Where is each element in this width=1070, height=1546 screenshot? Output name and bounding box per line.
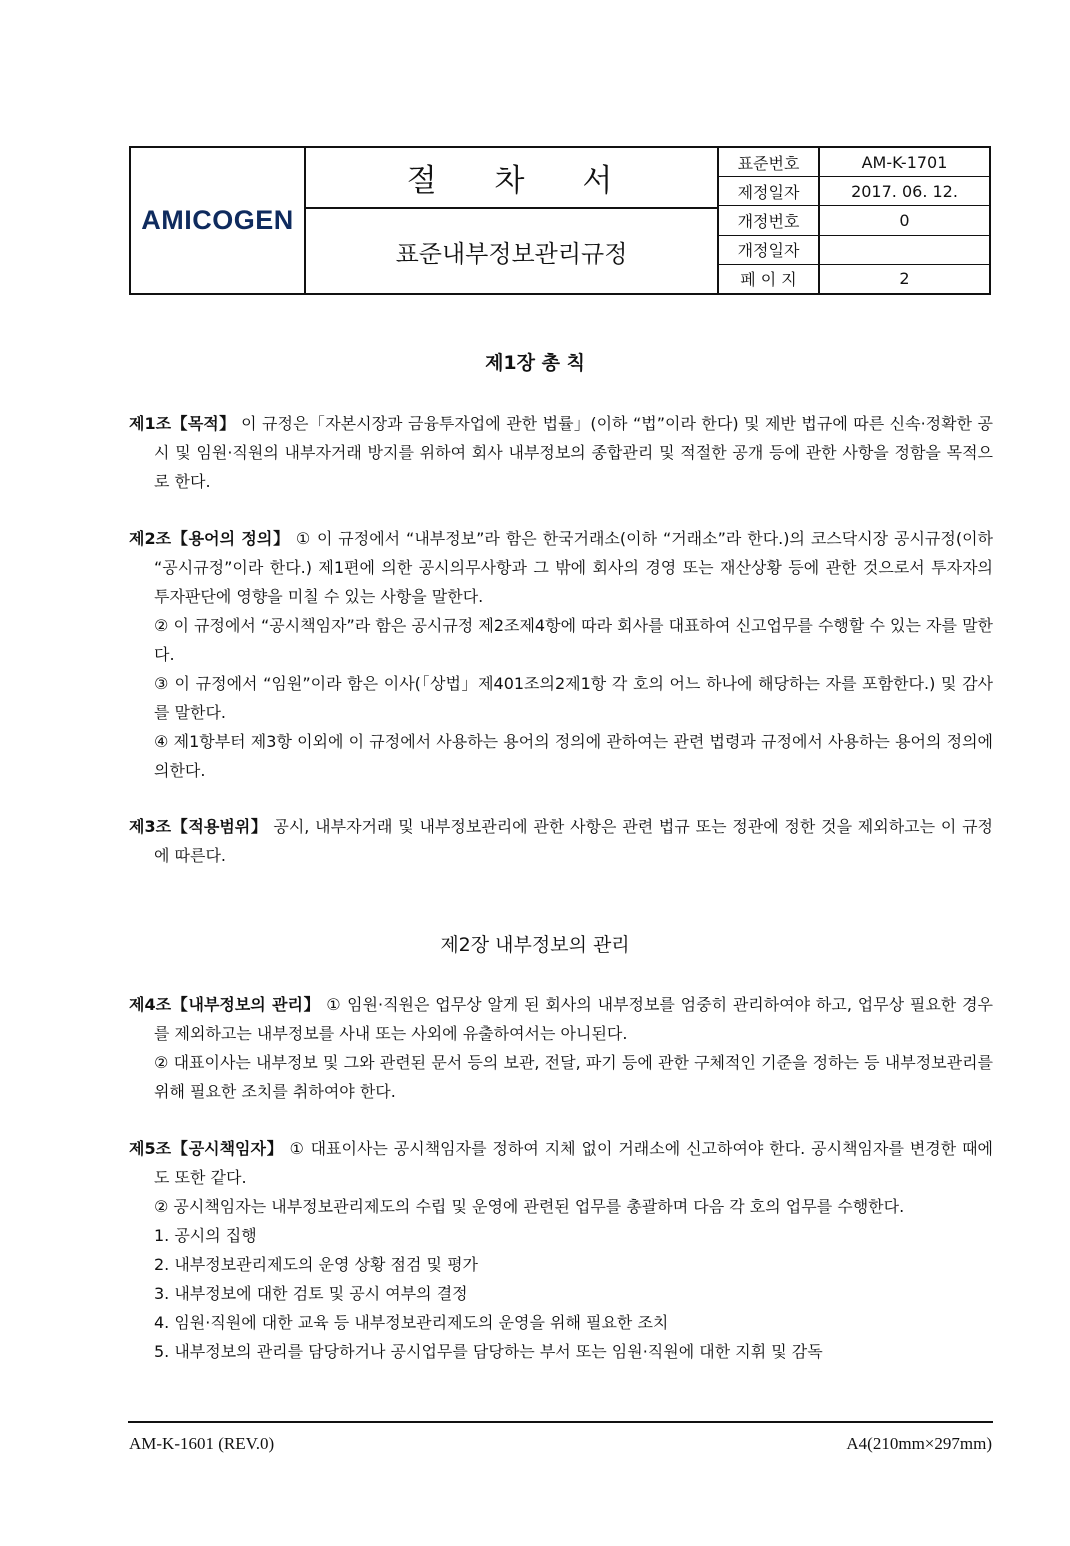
list-item: 3. 내부정보에 대한 검토 및 공시 여부의 결정 xyxy=(154,1284,468,1303)
header-meta xyxy=(719,148,989,293)
article-4 xyxy=(129,990,993,1106)
meta-value xyxy=(820,236,989,264)
footer-form-number: AM-K-1601 (REV.0) xyxy=(129,1434,275,1453)
article-1 xyxy=(129,409,993,496)
footer-paper-size: A4(210mm×297mm) xyxy=(846,1434,992,1453)
article-paragraph: ④ 제1항부터 제3항 이외에 이 규정에서 사용하는 용어의 정의에 관하여는 관련 법령과 규정에서 사용하는 용어의 정의에 의한다. xyxy=(154,732,993,780)
article-label: 제1조【목적】 xyxy=(129,414,236,433)
article-paragraph xyxy=(129,1134,993,1192)
document-type: 절 차 서 xyxy=(306,148,717,209)
article-text: 이 규정은「자본시장과 금융투자업에 관한 법률」(이하 “법”이라 한다) 및 제반 법규에 따른 신속·정확한 공시 및 임원·직원의 내부자거래 방지를 위하여 회사 내부정보의 종합관리 및 적절한 공개 등에 관한 사항을 정함을 목적으로 한다. xyxy=(154,414,993,491)
meta-value: 0 xyxy=(899,211,910,230)
meta-key: 표준번호 xyxy=(719,148,820,176)
chapter-heading: 제2장 내부정보의 관리 xyxy=(440,934,630,956)
article-paragraph: ② 이 규정에서 “공시책임자”라 함은 공시규정 제2조제4항에 따라 회사를 대표하여 신고업무를 수행할 수 있는 자를 말한다. xyxy=(154,616,993,664)
meta-value: AM-K-1701 xyxy=(861,152,948,172)
meta-key: 제정일자 xyxy=(719,177,820,205)
logo-text: AMICOGEN xyxy=(141,205,294,235)
meta-row xyxy=(719,177,989,206)
document-header-table xyxy=(129,146,991,295)
meta-key: 개정일자 xyxy=(719,236,820,264)
article-label: 제3조【적용범위】 xyxy=(129,817,268,836)
document-title: 표준내부정보관리규정 xyxy=(395,239,628,268)
meta-value: 2017. 06. 12. xyxy=(851,181,958,201)
article-paragraph xyxy=(129,812,993,870)
list-item: 4. 임원·직원에 대한 교육 등 내부정보관리제도의 운영을 위해 필요한 조치 xyxy=(154,1313,669,1332)
article-2 xyxy=(129,524,993,785)
meta-value: 2 xyxy=(899,269,910,289)
chapter-heading: 제1장 총 칙 xyxy=(485,352,585,374)
meta-row xyxy=(719,236,989,265)
meta-row xyxy=(719,265,989,293)
meta-row xyxy=(719,148,989,177)
meta-key: 개정번호 xyxy=(719,206,820,234)
article-text: ① 임원·직원은 업무상 알게 된 회사의 내부정보를 엄중히 관리하여야 하고, 업무상 필요한 경우를 제외하고는 내부정보를 사내 또는 사외에 유출하여서는 아니된다. xyxy=(154,995,993,1043)
article-text: ① 대표이사는 공시책임자를 정하여 지체 없이 거래소에 신고하여야 한다. 공시책임자를 변경한 때에도 또한 같다. xyxy=(154,1139,994,1187)
article-5 xyxy=(129,1134,993,1366)
article-paragraph xyxy=(129,409,993,496)
article-text: ① 이 규정에서 “내부정보”라 함은 한국거래소(이하 “거래소”라 한다.)의 코스닥시장 공시규정(이하 “공시규정”이라 한다.) 제1편에 의한 공시의무사항과 그 밖에 회사의 경영 또는 재산상황 등에 관한 것으로서 투자자의 투자판단에 영향을 미칠 수 있는 사항을 말한다. xyxy=(154,529,993,606)
header-title-block xyxy=(306,148,719,293)
list-item: 1. 공시의 집행 xyxy=(154,1226,257,1245)
article-paragraph xyxy=(129,990,993,1048)
article-label: 제4조【내부정보의 관리】 xyxy=(129,995,321,1014)
article-3 xyxy=(129,812,993,870)
article-paragraph: ② 공시책임자는 내부정보관리제도의 수립 및 운영에 관련된 업무를 총괄하며 다음 각 호의 업무를 수행한다. xyxy=(154,1197,905,1216)
meta-row xyxy=(719,206,989,235)
article-paragraph xyxy=(129,524,993,611)
meta-key: 페 이 지 xyxy=(719,265,820,293)
article-label: 제5조【공시책임자】 xyxy=(129,1139,284,1158)
company-logo xyxy=(131,148,306,293)
list-item: 5. 내부정보의 관리를 담당하거나 공시업무를 담당하는 부서 또는 임원·직원에 대한 지휘 및 감독 xyxy=(154,1342,823,1361)
list-item: 2. 내부정보관리제도의 운영 상황 점검 및 평가 xyxy=(154,1255,478,1274)
article-paragraph: ② 대표이사는 내부정보 및 그와 관련된 문서 등의 보관, 전달, 파기 등에 관한 구체적인 기준을 정하는 등 내부정보관리를 위해 필요한 조치를 취하여야 한다. xyxy=(154,1053,993,1101)
article-paragraph: ③ 이 규정에서 “임원”이라 함은 이사(「상법」제401조의2제1항 각 호의 어느 하나에 해당하는 자를 포함한다.) 및 감사를 말한다. xyxy=(154,674,993,722)
article-label: 제2조【용어의 정의】 xyxy=(129,529,290,548)
footer-divider xyxy=(128,1421,993,1423)
article-text: 공시, 내부자거래 및 내부정보관리에 관한 사항은 관련 법규 또는 정관에 정한 것을 제외하고는 이 규정에 따른다. xyxy=(154,817,993,865)
